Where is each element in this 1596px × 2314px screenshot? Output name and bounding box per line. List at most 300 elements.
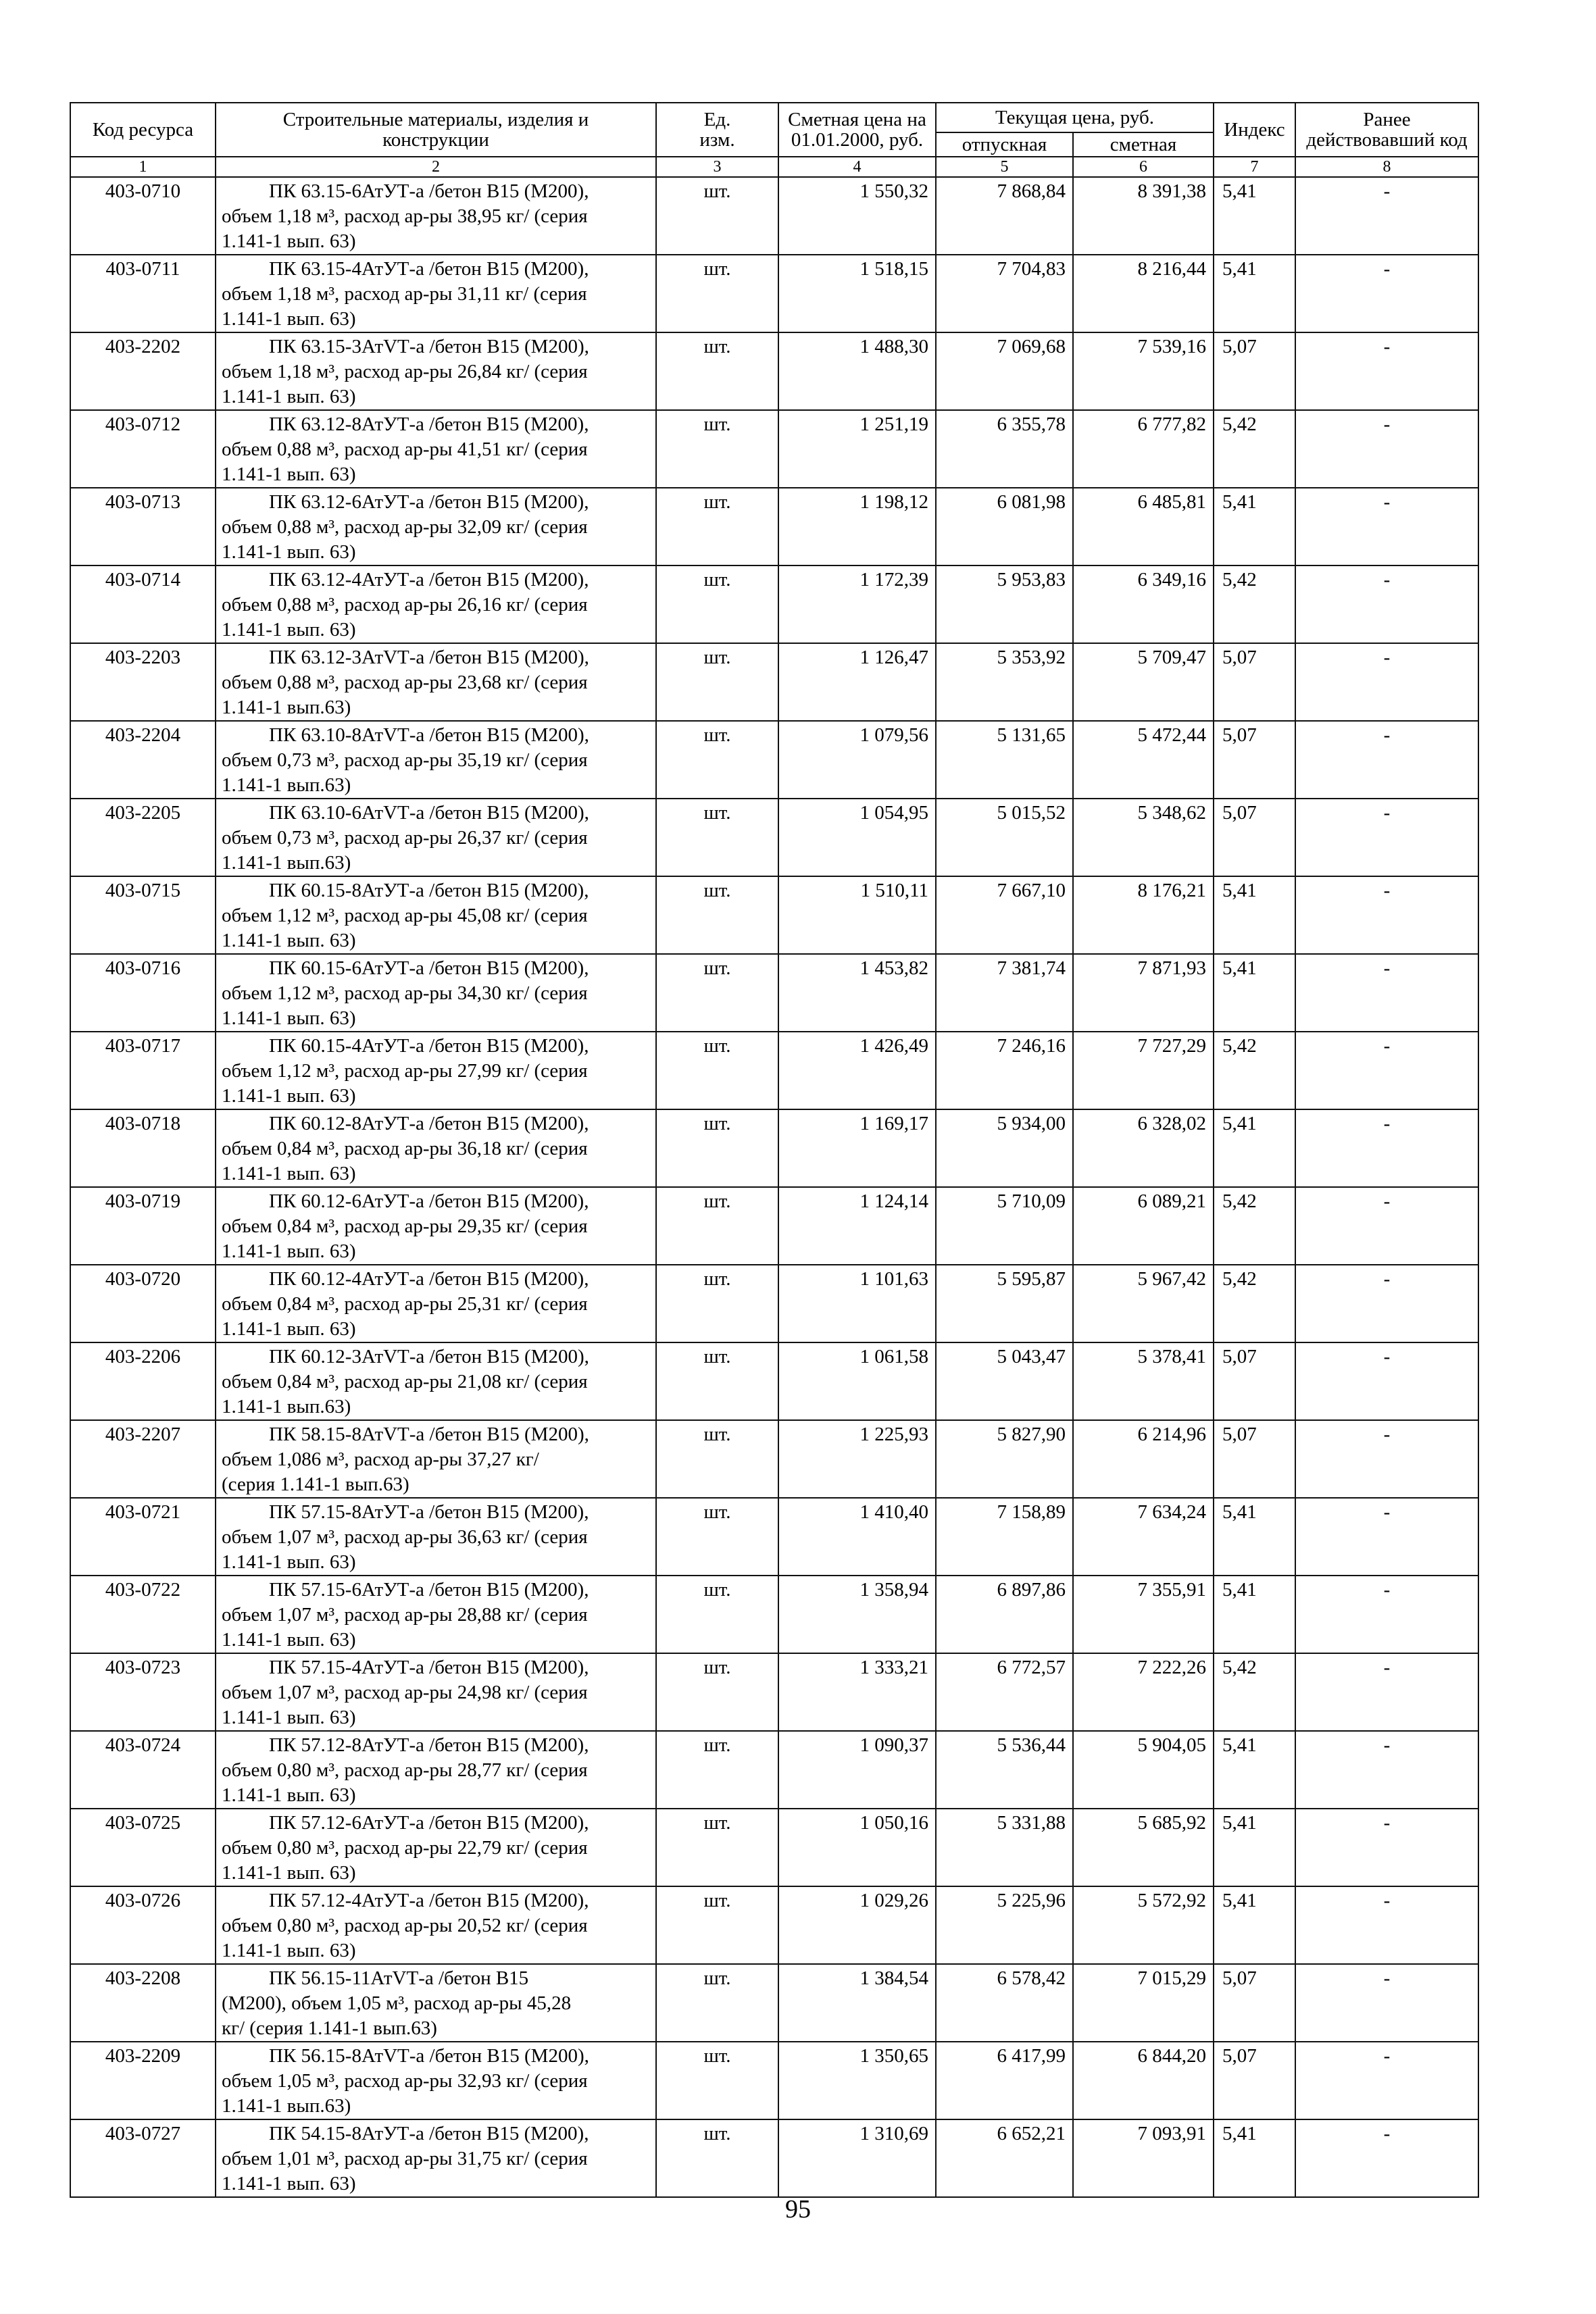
release-price-cell: 5 710,09 bbox=[936, 1187, 1073, 1265]
material-name-line: объем 1,12 м³, расход ар-ры 34,30 кг/ (серия bbox=[222, 982, 588, 1004]
prev-code-cell: - bbox=[1295, 1187, 1478, 1265]
column-number: 2 bbox=[216, 157, 656, 177]
table-row bbox=[70, 1420, 1478, 1498]
material-name-line: объем 1,12 м³, расход ар-ры 45,08 кг/ (серия bbox=[222, 905, 588, 926]
table-row bbox=[70, 1731, 1478, 1809]
material-name-line: 1.141-1 вып. 63) bbox=[222, 1862, 356, 1884]
resource-code-cell: 403-0717 bbox=[70, 1032, 216, 1109]
material-name-line: 1.141-1 вып. 63) bbox=[222, 2173, 356, 2194]
index-cell: 5,41 bbox=[1214, 2119, 1295, 2197]
material-name-line: объем 0,80 м³, расход ар-ры 20,52 кг/ (серия bbox=[222, 1915, 588, 1936]
material-name-line: 1.141-1 вып.63) bbox=[222, 774, 351, 796]
resource-code-cell: 403-2205 bbox=[70, 799, 216, 876]
resource-code-cell: 403-2202 bbox=[70, 332, 216, 410]
price-table bbox=[70, 102, 1479, 2198]
resource-code-cell: 403-0713 bbox=[70, 488, 216, 565]
prev-code-cell: - bbox=[1295, 1964, 1478, 2042]
material-name-line: ПК 60.15-8АтУТ-а /бетон В15 (М200), bbox=[269, 880, 589, 901]
release-price-cell: 5 015,52 bbox=[936, 799, 1073, 876]
release-price-cell: 7 667,10 bbox=[936, 876, 1073, 954]
material-name-cell bbox=[216, 799, 656, 876]
unit-cell: шт. bbox=[656, 1032, 778, 1109]
material-name-line: ПК 56.15-8АтVТ-а /бетон В15 (М200), bbox=[269, 2045, 589, 2067]
material-name-cell bbox=[216, 1731, 656, 1809]
base-price-cell: 1 333,21 bbox=[778, 1653, 936, 1731]
table-row bbox=[70, 1342, 1478, 1420]
estimate-price-cell: 5 378,41 bbox=[1073, 1342, 1214, 1420]
material-name-line: объем 1,07 м³, расход ар-ры 24,98 кг/ (серия bbox=[222, 1682, 588, 1703]
estimate-price-cell: 6 844,20 bbox=[1073, 2042, 1214, 2119]
unit-cell: шт. bbox=[656, 1498, 778, 1576]
table-header bbox=[70, 103, 1478, 177]
prev-code-cell: - bbox=[1295, 565, 1478, 643]
column-number: 3 bbox=[656, 157, 778, 177]
unit-cell: шт. bbox=[656, 1731, 778, 1809]
estimate-price-cell: 7 727,29 bbox=[1073, 1032, 1214, 1109]
resource-code-cell: 403-0711 bbox=[70, 255, 216, 332]
index-cell: 5,41 bbox=[1214, 954, 1295, 1032]
index-cell: 5,07 bbox=[1214, 1342, 1295, 1420]
base-price-cell: 1 054,95 bbox=[778, 799, 936, 876]
unit-cell: шт. bbox=[656, 1187, 778, 1265]
base-price-cell: 1 510,11 bbox=[778, 876, 936, 954]
estimate-price-cell: 6 485,81 bbox=[1073, 488, 1214, 565]
resource-code-cell: 403-2206 bbox=[70, 1342, 216, 1420]
table-row bbox=[70, 1109, 1478, 1187]
release-price-cell: 6 652,21 bbox=[936, 2119, 1073, 2197]
table-row bbox=[70, 954, 1478, 1032]
material-name-cell bbox=[216, 2119, 656, 2197]
material-name-cell bbox=[216, 1187, 656, 1265]
prev-code-cell: - bbox=[1295, 721, 1478, 799]
estimate-price-cell: 5 967,42 bbox=[1073, 1265, 1214, 1342]
unit-cell: шт. bbox=[656, 488, 778, 565]
header-release-price: отпускная bbox=[936, 132, 1073, 157]
resource-code-cell: 403-2204 bbox=[70, 721, 216, 799]
prev-code-cell: - bbox=[1295, 799, 1478, 876]
material-name-line: объем 0,73 м³, расход ар-ры 26,37 кг/ (серия bbox=[222, 827, 588, 849]
index-cell: 5,07 bbox=[1214, 332, 1295, 410]
estimate-price-cell: 7 539,16 bbox=[1073, 332, 1214, 410]
prev-code-cell: - bbox=[1295, 1265, 1478, 1342]
prev-code-cell: - bbox=[1295, 876, 1478, 954]
release-price-cell: 5 934,00 bbox=[936, 1109, 1073, 1187]
index-cell: 5,41 bbox=[1214, 1498, 1295, 1576]
material-name-line: объем 0,88 м³, расход ар-ры 41,51 кг/ (серия bbox=[222, 438, 588, 460]
material-name-cell bbox=[216, 1109, 656, 1187]
material-name-line: ПК 54.15-8АтУТ-а /бетон В15 (М200), bbox=[269, 2123, 589, 2144]
material-name-line: ПК 57.15-8АтУТ-а /бетон В15 (М200), bbox=[269, 1501, 589, 1523]
release-price-cell: 6 772,57 bbox=[936, 1653, 1073, 1731]
header-unit: Ед. изм. bbox=[656, 103, 778, 157]
prev-code-cell: - bbox=[1295, 1420, 1478, 1498]
material-name-line: 1.141-1 вып. 63) bbox=[222, 1551, 356, 1573]
material-name-line: ПК 60.12-3АтVТ-а /бетон В15 (М200), bbox=[269, 1346, 589, 1367]
header-estimate-price: сметная bbox=[1073, 132, 1214, 157]
table-row bbox=[70, 1653, 1478, 1731]
material-name-line: объем 1,086 м³, расход ар-ры 37,27 кг/ bbox=[222, 1449, 539, 1470]
base-price-cell: 1 384,54 bbox=[778, 1964, 936, 2042]
index-cell: 5,41 bbox=[1214, 876, 1295, 954]
unit-cell: шт. bbox=[656, 721, 778, 799]
material-name-line: объем 0,80 м³, расход ар-ры 28,77 кг/ (серия bbox=[222, 1759, 588, 1781]
prev-code-cell: - bbox=[1295, 332, 1478, 410]
release-price-cell: 6 355,78 bbox=[936, 410, 1073, 488]
resource-code-cell: 403-0723 bbox=[70, 1653, 216, 1731]
table-row bbox=[70, 1187, 1478, 1265]
material-name-line: ПК 63.10-8АтVТ-а /бетон В15 (М200), bbox=[269, 724, 589, 746]
table-row bbox=[70, 332, 1478, 410]
material-name-line: ПК 63.15-4АтУТ-а /бетон В15 (М200), bbox=[269, 258, 589, 280]
base-price-cell: 1 061,58 bbox=[778, 1342, 936, 1420]
prev-code-cell: - bbox=[1295, 255, 1478, 332]
base-price-cell: 1 453,82 bbox=[778, 954, 936, 1032]
index-cell: 5,07 bbox=[1214, 643, 1295, 721]
resource-code-cell: 403-0722 bbox=[70, 1576, 216, 1653]
resource-code-cell: 403-0716 bbox=[70, 954, 216, 1032]
material-name-line: 1.141-1 вып.63) bbox=[222, 697, 351, 718]
unit-cell: шт. bbox=[656, 1886, 778, 1964]
table-row bbox=[70, 177, 1478, 255]
base-price-cell: 1 172,39 bbox=[778, 565, 936, 643]
material-name-line: ПК 56.15-11АтVТ-а /бетон В15 bbox=[269, 1967, 529, 1989]
material-name-line: объем 0,88 м³, расход ар-ры 32,09 кг/ (серия bbox=[222, 516, 588, 538]
table-row bbox=[70, 255, 1478, 332]
table-row bbox=[70, 1964, 1478, 2042]
prev-code-cell: - bbox=[1295, 1032, 1478, 1109]
index-cell: 5,41 bbox=[1214, 255, 1295, 332]
base-price-cell: 1 426,49 bbox=[778, 1032, 936, 1109]
material-name-line: ПК 63.12-3АтVТ-а /бетон В15 (М200), bbox=[269, 647, 589, 668]
base-price-cell: 1 488,30 bbox=[778, 332, 936, 410]
base-price-cell: 1 518,15 bbox=[778, 255, 936, 332]
resource-code-cell: 403-0719 bbox=[70, 1187, 216, 1265]
table-row bbox=[70, 1576, 1478, 1653]
unit-cell: шт. bbox=[656, 332, 778, 410]
material-name-cell bbox=[216, 332, 656, 410]
material-name-cell bbox=[216, 410, 656, 488]
base-price-cell: 1 350,65 bbox=[778, 2042, 936, 2119]
unit-cell: шт. bbox=[656, 1265, 778, 1342]
material-name-line: ПК 57.12-8АтУТ-а /бетон В15 (М200), bbox=[269, 1734, 589, 1756]
base-price-cell: 1 410,40 bbox=[778, 1498, 936, 1576]
material-name-line: 1.141-1 вып. 63) bbox=[222, 1629, 356, 1651]
material-name-cell bbox=[216, 255, 656, 332]
resource-code-cell: 403-2203 bbox=[70, 643, 216, 721]
unit-cell: шт. bbox=[656, 2119, 778, 2197]
estimate-price-cell: 5 685,92 bbox=[1073, 1809, 1214, 1886]
material-name-line: объем 0,84 м³, расход ар-ры 29,35 кг/ (серия bbox=[222, 1215, 588, 1237]
material-name-line: ПК 60.15-6АтУТ-а /бетон В15 (М200), bbox=[269, 957, 589, 979]
unit-cell: шт. bbox=[656, 799, 778, 876]
material-name-line: ПК 60.15-4АтУТ-а /бетон В15 (М200), bbox=[269, 1035, 589, 1057]
index-cell: 5,42 bbox=[1214, 565, 1295, 643]
resource-code-cell: 403-0714 bbox=[70, 565, 216, 643]
material-name-line: ПК 63.12-8АтУТ-а /бетон В15 (М200), bbox=[269, 413, 589, 435]
estimate-price-cell: 5 904,05 bbox=[1073, 1731, 1214, 1809]
unit-cell: шт. bbox=[656, 1342, 778, 1420]
material-name-line: 1.141-1 вып. 63) bbox=[222, 308, 356, 330]
base-price-cell: 1 550,32 bbox=[778, 177, 936, 255]
material-name-cell bbox=[216, 488, 656, 565]
base-price-cell: 1 126,47 bbox=[778, 643, 936, 721]
index-cell: 5,42 bbox=[1214, 1265, 1295, 1342]
material-name-line: объем 0,84 м³, расход ар-ры 36,18 кг/ (серия bbox=[222, 1138, 588, 1159]
material-name-line: ПК 63.12-4АтУТ-а /бетон В15 (М200), bbox=[269, 569, 589, 590]
release-price-cell: 7 381,74 bbox=[936, 954, 1073, 1032]
column-number: 6 bbox=[1073, 157, 1214, 177]
estimate-price-cell: 6 777,82 bbox=[1073, 410, 1214, 488]
material-name-line: (серия 1.141-1 вып.63) bbox=[222, 1474, 409, 1495]
column-numbers-row bbox=[70, 157, 1478, 177]
prev-code-cell: - bbox=[1295, 1653, 1478, 1731]
column-number: 7 bbox=[1214, 157, 1295, 177]
material-name-line: ПК 58.15-8АтVТ-а /бетон В15 (М200), bbox=[269, 1424, 589, 1445]
base-price-cell: 1 124,14 bbox=[778, 1187, 936, 1265]
material-name-cell bbox=[216, 1886, 656, 1964]
base-price-cell: 1 101,63 bbox=[778, 1265, 936, 1342]
material-name-line: ПК 63.10-6АтVТ-а /бетон В15 (М200), bbox=[269, 802, 589, 824]
index-cell: 5,41 bbox=[1214, 1576, 1295, 1653]
header-code: Код ресурса bbox=[70, 103, 216, 157]
material-name-line: 1.141-1 вып. 63) bbox=[222, 1940, 356, 1961]
release-price-cell: 5 595,87 bbox=[936, 1265, 1073, 1342]
estimate-price-cell: 6 214,96 bbox=[1073, 1420, 1214, 1498]
estimate-price-cell: 7 871,93 bbox=[1073, 954, 1214, 1032]
unit-cell: шт. bbox=[656, 1809, 778, 1886]
unit-cell: шт. bbox=[656, 255, 778, 332]
estimate-price-cell: 7 634,24 bbox=[1073, 1498, 1214, 1576]
material-name-line: ПК 60.12-8АтУТ-а /бетон В15 (М200), bbox=[269, 1113, 589, 1134]
release-price-cell: 7 868,84 bbox=[936, 177, 1073, 255]
index-cell: 5,41 bbox=[1214, 1109, 1295, 1187]
unit-cell: шт. bbox=[656, 1109, 778, 1187]
material-name-line: 1.141-1 вып. 63) bbox=[222, 1318, 356, 1340]
material-name-line: объем 1,18 м³, расход ар-ры 26,84 кг/ (серия bbox=[222, 361, 588, 382]
prev-code-cell: - bbox=[1295, 410, 1478, 488]
material-name-line: 1.141-1 вып. 63) bbox=[222, 1007, 356, 1029]
material-name-line: ПК 57.12-6АтУТ-а /бетон В15 (М200), bbox=[269, 1812, 589, 1834]
column-number: 1 bbox=[70, 157, 216, 177]
resource-code-cell: 403-0726 bbox=[70, 1886, 216, 1964]
material-name-line: 1.141-1 вып. 63) bbox=[222, 1085, 356, 1107]
table-row bbox=[70, 565, 1478, 643]
unit-cell: шт. bbox=[656, 876, 778, 954]
material-name-line: (М200), объем 1,05 м³, расход ар-ры 45,28 bbox=[222, 1992, 572, 2014]
prev-code-cell: - bbox=[1295, 954, 1478, 1032]
prev-code-cell: - bbox=[1295, 1109, 1478, 1187]
material-name-line: ПК 57.12-4АтУТ-а /бетон В15 (М200), bbox=[269, 1890, 589, 1911]
release-price-cell: 5 131,65 bbox=[936, 721, 1073, 799]
base-price-cell: 1 169,17 bbox=[778, 1109, 936, 1187]
prev-code-cell: - bbox=[1295, 2042, 1478, 2119]
material-name-line: ПК 60.12-6АтУТ-а /бетон В15 (М200), bbox=[269, 1190, 589, 1212]
table-row bbox=[70, 799, 1478, 876]
material-name-cell bbox=[216, 1420, 656, 1498]
material-name-line: объем 1,07 м³, расход ар-ры 36,63 кг/ (серия bbox=[222, 1526, 588, 1548]
estimate-price-cell: 5 572,92 bbox=[1073, 1886, 1214, 1964]
material-name-line: 1.141-1 вып.63) bbox=[222, 1396, 351, 1417]
material-name-line: объем 1,18 м³, расход ар-ры 31,11 кг/ (серия bbox=[222, 283, 587, 305]
prev-code-cell: - bbox=[1295, 1576, 1478, 1653]
resource-code-cell: 403-0721 bbox=[70, 1498, 216, 1576]
release-price-cell: 5 953,83 bbox=[936, 565, 1073, 643]
material-name-line: ПК 57.15-4АтУТ-а /бетон В15 (М200), bbox=[269, 1657, 589, 1678]
prev-code-cell: - bbox=[1295, 177, 1478, 255]
estimate-price-cell: 5 348,62 bbox=[1073, 799, 1214, 876]
material-name-line: 1.141-1 вып. 63) bbox=[222, 386, 356, 407]
resource-code-cell: 403-0724 bbox=[70, 1731, 216, 1809]
table-row bbox=[70, 410, 1478, 488]
material-name-line: объем 1,12 м³, расход ар-ры 27,99 кг/ (серия bbox=[222, 1060, 588, 1082]
prev-code-cell: - bbox=[1295, 488, 1478, 565]
material-name-line: объем 0,73 м³, расход ар-ры 35,19 кг/ (серия bbox=[222, 749, 588, 771]
index-cell: 5,07 bbox=[1214, 721, 1295, 799]
material-name-line: 1.141-1 вып. 63) bbox=[222, 1163, 356, 1184]
material-name-cell bbox=[216, 643, 656, 721]
unit-cell: шт. bbox=[656, 1653, 778, 1731]
material-name-cell bbox=[216, 1032, 656, 1109]
index-cell: 5,41 bbox=[1214, 1731, 1295, 1809]
release-price-cell: 7 704,83 bbox=[936, 255, 1073, 332]
table-body bbox=[70, 177, 1478, 2197]
material-name-line: 1.141-1 вып.63) bbox=[222, 852, 351, 874]
estimate-price-cell: 5 709,47 bbox=[1073, 643, 1214, 721]
column-number: 4 bbox=[778, 157, 936, 177]
table-row bbox=[70, 1032, 1478, 1109]
release-price-cell: 5 827,90 bbox=[936, 1420, 1073, 1498]
resource-code-cell: 403-2208 bbox=[70, 1964, 216, 2042]
table-row bbox=[70, 721, 1478, 799]
material-name-line: 1.141-1 вып. 63) bbox=[222, 619, 356, 640]
base-price-cell: 1 090,37 bbox=[778, 1731, 936, 1809]
header-name: Строительные материалы, изделия и конструкции bbox=[216, 103, 656, 157]
material-name-cell bbox=[216, 2042, 656, 2119]
base-price-cell: 1 029,26 bbox=[778, 1886, 936, 1964]
material-name-cell bbox=[216, 1342, 656, 1420]
release-price-cell: 5 043,47 bbox=[936, 1342, 1073, 1420]
prev-code-cell: - bbox=[1295, 1809, 1478, 1886]
table-row bbox=[70, 2119, 1478, 2197]
material-name-cell bbox=[216, 177, 656, 255]
index-cell: 5,41 bbox=[1214, 1809, 1295, 1886]
column-number: 8 bbox=[1295, 157, 1478, 177]
index-cell: 5,07 bbox=[1214, 1964, 1295, 2042]
release-price-cell: 5 353,92 bbox=[936, 643, 1073, 721]
page-number: 95 bbox=[785, 2195, 811, 2223]
material-name-line: ПК 60.12-4АтУТ-а /бетон В15 (М200), bbox=[269, 1268, 589, 1290]
index-cell: 5,41 bbox=[1214, 488, 1295, 565]
header-prev-code: Ранее действовавший код bbox=[1295, 103, 1478, 157]
table-row bbox=[70, 1265, 1478, 1342]
index-cell: 5,42 bbox=[1214, 1653, 1295, 1731]
header-current-price: Текущая цена, руб. bbox=[936, 103, 1214, 132]
material-name-line: 1.141-1 вып.63) bbox=[222, 2095, 351, 2117]
unit-cell: шт. bbox=[656, 1420, 778, 1498]
material-name-line: ПК 57.15-6АтУТ-а /бетон В15 (М200), bbox=[269, 1579, 589, 1601]
table-row bbox=[70, 1809, 1478, 1886]
material-name-line: кг/ (серия 1.141-1 вып.63) bbox=[222, 2017, 437, 2039]
material-name-line: 1.141-1 вып. 63) bbox=[222, 230, 356, 252]
index-cell: 5,42 bbox=[1214, 1187, 1295, 1265]
material-name-cell bbox=[216, 1964, 656, 2042]
unit-cell: шт. bbox=[656, 2042, 778, 2119]
material-name-line: объем 0,84 м³, расход ар-ры 25,31 кг/ (серия bbox=[222, 1293, 588, 1315]
material-name-line: ПК 63.15-6АтУТ-а /бетон В15 (М200), bbox=[269, 180, 589, 202]
material-name-line: объем 0,88 м³, расход ар-ры 23,68 кг/ (серия bbox=[222, 672, 588, 693]
base-price-cell: 1 251,19 bbox=[778, 410, 936, 488]
estimate-price-cell: 6 328,02 bbox=[1073, 1109, 1214, 1187]
release-price-cell: 6 417,99 bbox=[936, 2042, 1073, 2119]
estimate-price-cell: 6 349,16 bbox=[1073, 565, 1214, 643]
release-price-cell: 7 158,89 bbox=[936, 1498, 1073, 1576]
resource-code-cell: 403-2207 bbox=[70, 1420, 216, 1498]
material-name-cell bbox=[216, 1576, 656, 1653]
index-cell: 5,42 bbox=[1214, 1032, 1295, 1109]
estimate-price-cell: 7 015,29 bbox=[1073, 1964, 1214, 2042]
resource-code-cell: 403-0710 bbox=[70, 177, 216, 255]
material-name-line: 1.141-1 вып. 63) bbox=[222, 541, 356, 563]
resource-code-cell: 403-0727 bbox=[70, 2119, 216, 2197]
estimate-price-cell: 7 355,91 bbox=[1073, 1576, 1214, 1653]
estimate-price-cell: 7 222,26 bbox=[1073, 1653, 1214, 1731]
base-price-cell: 1 079,56 bbox=[778, 721, 936, 799]
estimate-price-cell: 8 176,21 bbox=[1073, 876, 1214, 954]
material-name-line: 1.141-1 вып. 63) bbox=[222, 930, 356, 951]
estimate-price-cell: 6 089,21 bbox=[1073, 1187, 1214, 1265]
prev-code-cell: - bbox=[1295, 1498, 1478, 1576]
resource-code-cell: 403-0712 bbox=[70, 410, 216, 488]
material-name-line: 1.141-1 вып. 63) bbox=[222, 463, 356, 485]
resource-code-cell: 403-0720 bbox=[70, 1265, 216, 1342]
material-name-line: 1.141-1 вып. 63) bbox=[222, 1784, 356, 1806]
header-base-price: Сметная цена на 01.01.2000, руб. bbox=[778, 103, 936, 157]
table-row bbox=[70, 643, 1478, 721]
table-row bbox=[70, 488, 1478, 565]
resource-code-cell: 403-0715 bbox=[70, 876, 216, 954]
estimate-price-cell: 5 472,44 bbox=[1073, 721, 1214, 799]
prev-code-cell: - bbox=[1295, 2119, 1478, 2197]
material-name-line: объем 0,84 м³, расход ар-ры 21,08 кг/ (серия bbox=[222, 1371, 588, 1392]
unit-cell: шт. bbox=[656, 954, 778, 1032]
index-cell: 5,41 bbox=[1214, 1886, 1295, 1964]
index-cell: 5,42 bbox=[1214, 410, 1295, 488]
material-name-cell bbox=[216, 721, 656, 799]
prev-code-cell: - bbox=[1295, 643, 1478, 721]
material-name-line: 1.141-1 вып. 63) bbox=[222, 1707, 356, 1728]
resource-code-cell: 403-0725 bbox=[70, 1809, 216, 1886]
material-name-line: объем 1,18 м³, расход ар-ры 38,95 кг/ (серия bbox=[222, 205, 588, 227]
unit-cell: шт. bbox=[656, 1964, 778, 2042]
release-price-cell: 6 081,98 bbox=[936, 488, 1073, 565]
material-name-cell bbox=[216, 954, 656, 1032]
header-index: Индекс bbox=[1214, 103, 1295, 157]
material-name-cell bbox=[216, 1498, 656, 1576]
table-row bbox=[70, 876, 1478, 954]
unit-cell: шт. bbox=[656, 410, 778, 488]
material-name-cell bbox=[216, 1809, 656, 1886]
unit-cell: шт. bbox=[656, 565, 778, 643]
release-price-cell: 5 225,96 bbox=[936, 1886, 1073, 1964]
release-price-cell: 7 069,68 bbox=[936, 332, 1073, 410]
prev-code-cell: - bbox=[1295, 1886, 1478, 1964]
price-table-sheet bbox=[70, 102, 1478, 2198]
material-name-line: ПК 63.12-6АтУТ-а /бетон В15 (М200), bbox=[269, 491, 589, 513]
estimate-price-cell: 8 391,38 bbox=[1073, 177, 1214, 255]
release-price-cell: 7 246,16 bbox=[936, 1032, 1073, 1109]
base-price-cell: 1 198,12 bbox=[778, 488, 936, 565]
base-price-cell: 1 310,69 bbox=[778, 2119, 936, 2197]
